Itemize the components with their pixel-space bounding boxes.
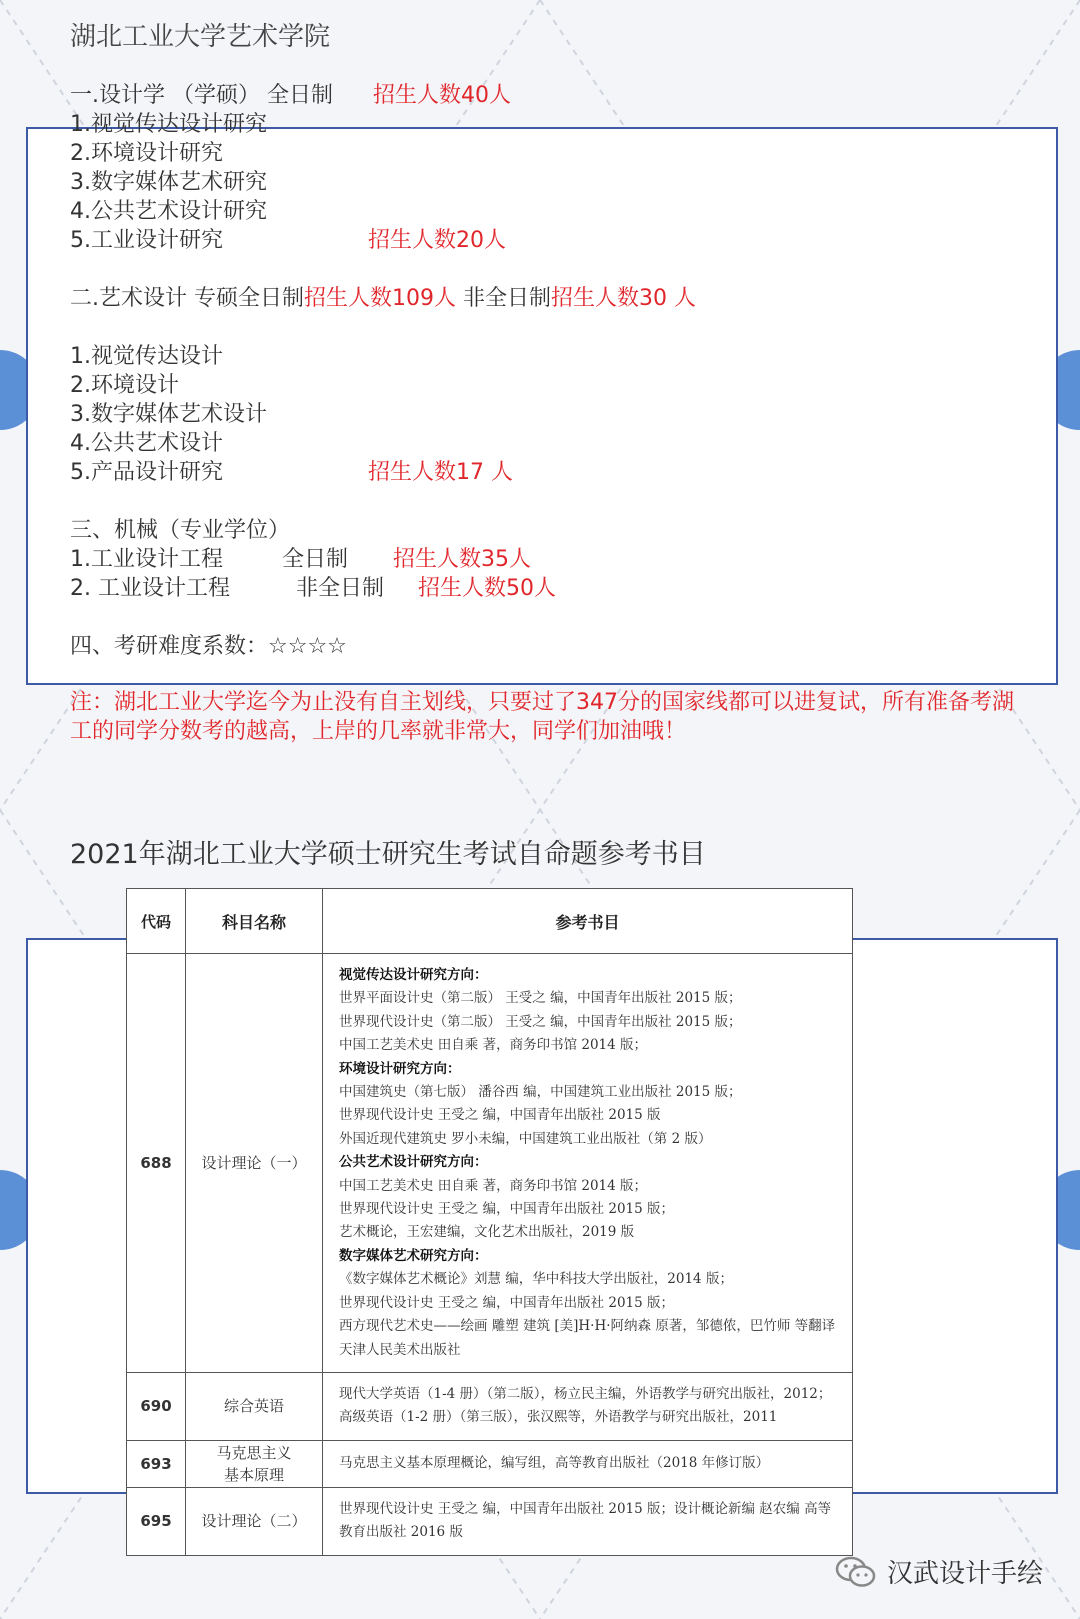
direction-heading: 环境设计研究方向：	[339, 1060, 461, 1077]
list-item: 1.视觉传达设计	[70, 344, 223, 369]
study-mode-label: 非全日制	[296, 576, 385, 601]
subject-name: 马克思主义 基本原理	[186, 1440, 323, 1487]
book-entry: 西方现代艺术史——绘画 雕塑 建筑 [美]H·H·阿纳森 原著，邹德侬，巴竹师 等翻译 天津人民美术出版社	[339, 1318, 836, 1358]
list-item: 5.工业设计研究	[70, 228, 223, 253]
section-2-item5-quota: 招生人数17 人	[368, 460, 513, 485]
subject-name: 综合英语	[186, 1372, 323, 1440]
wechat-icon	[835, 1555, 877, 1589]
list-item: 1.视觉传达设计研究	[70, 112, 267, 137]
list-item: 2. 工业设计工程	[70, 576, 230, 601]
section-1-quota: 招生人数40人	[372, 83, 511, 108]
list-item: 4.公共艺术设计研究	[70, 199, 267, 224]
section-3-heading: 三、机械（专业学位）	[70, 518, 291, 543]
book-list-title: 2021年湖北工业大学硕士研究生考试自命题参考书目	[70, 839, 706, 870]
account-watermark	[835, 1553, 1043, 1590]
list-item: 3.数字媒体艺术研究	[70, 170, 267, 195]
book-list-cell: 马克思主义基本原理概论，编写组，高等教育出版社（2018 年修订版）	[323, 1440, 853, 1487]
subject-code: 688	[127, 954, 186, 1373]
star-rating: ☆☆☆☆	[268, 634, 347, 659]
subject-code: 695	[127, 1487, 186, 1555]
section-3-row1-quota: 招生人数35人	[393, 547, 531, 572]
account-name: 汉武设计手绘	[887, 1559, 1044, 1589]
book-list-cell	[323, 954, 853, 1373]
column-header-code: 代码	[127, 889, 186, 954]
book-entry: 世界平面设计史（第二版） 王受之 编，中国青年出版社 2015 版；	[339, 990, 742, 1007]
section-2-heading: 二.艺术设计 专硕全日制招生人数109人 非全日制招生人数30 人	[70, 286, 696, 311]
book-entry: 世界现代设计史 王受之 编，中国青年出版社 2015 版	[339, 1107, 661, 1124]
direction-heading: 公共艺术设计研究方向：	[339, 1154, 488, 1171]
book-entry: 中国工艺美术史 田自乘 著，商务印书馆 2014 版；	[339, 1037, 648, 1054]
table-header-row	[127, 889, 853, 954]
book-entry: 世界现代设计史（第二版） 王受之 编，中国青年出版社 2015 版；	[339, 1013, 742, 1030]
section-3-row2-quota: 招生人数50人	[418, 576, 556, 601]
section-2-quota-parttime: 招生人数30 人	[551, 286, 696, 311]
list-item: 2.环境设计研究	[70, 141, 223, 166]
subject-name: 设计理论（一）	[186, 954, 323, 1373]
section-2-quota-fulltime: 招生人数109人	[304, 286, 456, 311]
subject-name: 设计理论（二）	[186, 1487, 323, 1555]
book-entry: 中国建筑史（第七版） 潘谷西 编，中国建筑工业出版社 2015 版；	[339, 1084, 742, 1101]
section-1-heading: 一.设计学 （学硕） 全日制 招生人数40人	[70, 83, 511, 108]
table-row	[127, 954, 853, 1373]
direction-heading: 视觉传达设计研究方向：	[339, 967, 488, 983]
column-header-subject: 科目名称	[186, 889, 323, 954]
table-row	[127, 1440, 853, 1487]
difficulty-rating: 四、考研难度系数：☆☆☆☆	[70, 634, 347, 659]
book-entry: 中国工艺美术史 田自乘 著，商务印书馆 2014 版；	[339, 1177, 648, 1194]
book-entry: 外国近现代建筑史 罗小未编，中国建筑工业出版社（第 2 版）	[339, 1130, 712, 1147]
subject-code: 690	[127, 1372, 186, 1440]
list-item: 2.环境设计	[70, 373, 179, 398]
book-entry: 《数字媒体艺术概论》刘慧 编，华中科技大学出版社，2014 版；	[339, 1271, 733, 1288]
column-header-books: 参考书目	[323, 889, 853, 954]
page-title: 湖北工业大学艺术学院	[70, 22, 331, 52]
study-mode-label: 全日制	[282, 547, 349, 572]
book-list-cell: 现代大学英语（1-4 册）（第二版），杨立民主编，外语教学与研究出版社，2012；高级英语（1-2 册）（第三版），张汉熙等，外语教学与研究出版社，2011	[323, 1372, 853, 1440]
book-entry: 艺术概论，王宏建编，文化艺术出版社，2019 版	[339, 1224, 635, 1241]
table-row	[127, 1487, 853, 1555]
note-text: 注：湖北工业大学迄今为止没有自主划线，只要过了347分的国家线都可以进复试，所有准备考湖工的同学分数考的越高，上岸的几率就非常大，同学们加油哦！	[70, 690, 1014, 744]
book-entry: 世界现代设计史 王受之 编，中国青年出版社 2015 版；	[339, 1294, 675, 1311]
reference-book-table	[126, 888, 853, 1556]
list-item: 4.公共艺术设计	[70, 431, 223, 456]
subject-code: 693	[127, 1440, 186, 1487]
book-list-cell: 世界现代设计史 王受之 编，中国青年出版社 2015 版；设计概论新编 赵农编 高等教育出版社 2016 版	[323, 1487, 853, 1555]
table-row	[127, 1372, 853, 1440]
list-item: 5.产品设计研究	[70, 460, 223, 485]
book-entry: 世界现代设计史 王受之 编，中国青年出版社 2015 版；	[339, 1201, 675, 1218]
list-item: 1.工业设计工程	[70, 547, 223, 572]
direction-heading: 数字媒体艺术研究方向：	[339, 1247, 488, 1264]
section-1-item5-quota: 招生人数20人	[368, 228, 506, 253]
list-item: 3.数字媒体艺术设计	[70, 402, 267, 427]
